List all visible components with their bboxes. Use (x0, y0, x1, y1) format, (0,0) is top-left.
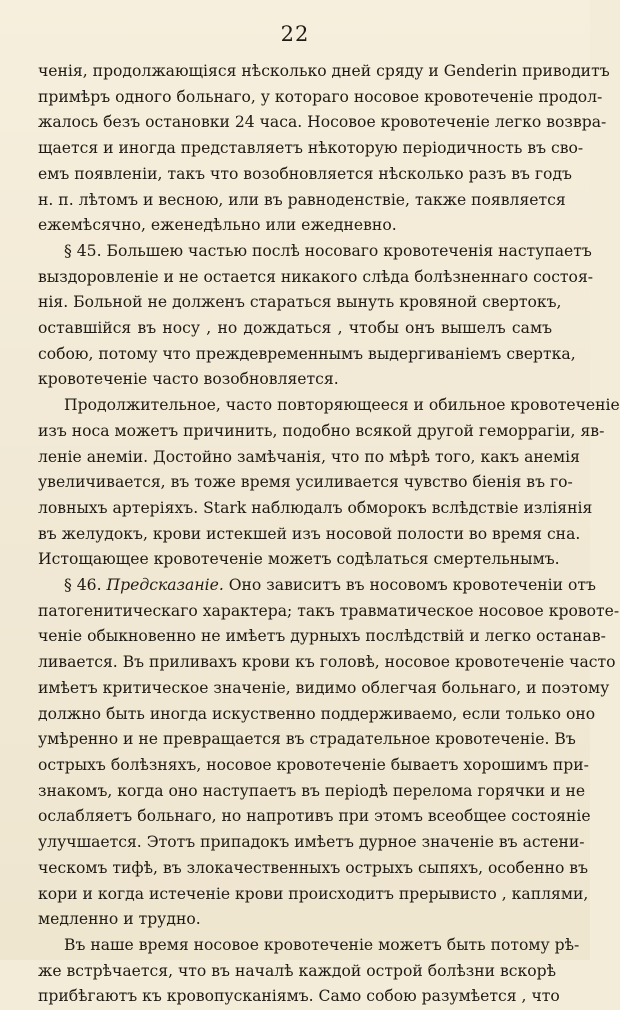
text-line: ежемѣсячно, еженедѣльно или ежедневно. (38, 216, 397, 235)
text-line: оставшійся въ носу , но дождаться , чтобы онъ вышелъ самъ (38, 319, 552, 338)
text-line: прибѣгаютъ къ кровопусканіямъ. Само собою разумѣется , что (38, 987, 560, 1006)
text-line: имѣетъ критическое значеніе, видимо облегчая больнаго, и поэтому (38, 678, 610, 697)
text-line: увеличивается, въ тоже время усиливается чувство біенія въ го- (38, 473, 573, 492)
text-line: ческомъ тифѣ, въ злокачественныхъ острыхъ сыпяхъ, особенно въ (38, 858, 589, 877)
text-line: н. п. лѣтомъ и весною, или въ равноденствіе, также появляется (38, 190, 566, 209)
text-line: § 46. Предсказаніе. Оно зависитъ въ носовомъ кровотеченіи отъ (64, 576, 596, 595)
text-line: примѣръ одного больнаго, у котораго носовое кровотеченіе продол- (38, 87, 603, 106)
body-text (38, 59, 620, 1010)
text-line: нія. Больной не долженъ стараться вынуть кровяной свертокъ, (38, 293, 562, 312)
text-line: щается и иногда представляетъ нѣкоторую періодичность въ сво- (38, 139, 584, 158)
text-line: умѣренно и не превращается въ страдательное кровотеченіе. Въ (38, 730, 576, 749)
italic-heading: Предсказаніе. (106, 576, 224, 595)
text-line: ослабляетъ больнаго, но напротивъ при этомъ всеобщее состояніе (38, 807, 591, 826)
text-line: медленно и трудно. (38, 910, 201, 929)
text-line: кровотеченіе часто возобновляется. (38, 370, 339, 389)
text-line: острыхъ болѣзняхъ, носовое кровотеченіе бываетъ хорошимъ при- (38, 755, 589, 774)
text-line: ливается. Въ приливахъ крови къ головѣ, носовое кровотеченіе часто (38, 653, 616, 672)
text-line: емъ появленіи, такъ что возобновляется нѣсколько разъ въ годъ (38, 164, 572, 183)
text-line: ченіе обыкновенно не имѣетъ дурныхъ послѣдствій и легко останав- (38, 627, 606, 646)
text-line: ловныхъ артеріяхъ. Stark наблюдалъ обморокъ вслѣдствіе изліянія (38, 498, 593, 517)
text-line: же встрѣчается, что въ началѣ каждой острой болѣзни вскорѣ (38, 961, 557, 980)
text-line: знакомъ, когда оно наступаетъ въ періодѣ перелома горячки и не (38, 781, 586, 800)
text-line: изъ носа можетъ причинить, подобно всякой другой геморрагіи, яв- (38, 421, 605, 440)
text-line: улучшается. Этотъ припадокъ имѣетъ дурное значеніе въ астени- (38, 833, 585, 852)
text-line: кори и когда истеченіе крови происходитъ прерывисто , каплями, (38, 884, 589, 903)
text-line: ченія, продолжающіяся нѣсколько дней сряду и Genderin приводитъ (38, 62, 610, 80)
text-line: жалось безъ остановки 24 часа. Носовое кровотеченіе легко возвра- (38, 113, 607, 132)
text-line: патогенитическаго характера; такъ травматическое носовое кровоте- (38, 601, 620, 620)
text-line: леніе анеміи. Достойно замѣчанія, что по мѣрѣ того, какъ анемія (38, 447, 580, 466)
page-number: 22 (280, 22, 310, 46)
text-line: должно быть иногда искуственно поддерживаемо, если только оно (38, 704, 596, 723)
text-line: Въ наше время носовое кровотеченіе можетъ быть потому рѣ- (64, 935, 580, 954)
text-line: Истощающее кровотеченіе можетъ содѣлаться смертельнымъ. (38, 550, 560, 569)
text-line: въ желудокъ, крови истекшей изъ носовой полости во время сна. (38, 524, 581, 543)
text-line: Продолжительное, часто повторяющееся и обильное кровотеченіе (64, 396, 620, 415)
text-line: § 45. Большею частью послѣ носоваго кровотеченія наступаетъ (64, 241, 592, 260)
text-line: собою, потому что преждевременнымъ выдергиваніемъ свертка, (38, 344, 576, 363)
text-line: выздоровленіе и не остается никакого слѣда болѣзненнаго состоя- (38, 267, 594, 286)
